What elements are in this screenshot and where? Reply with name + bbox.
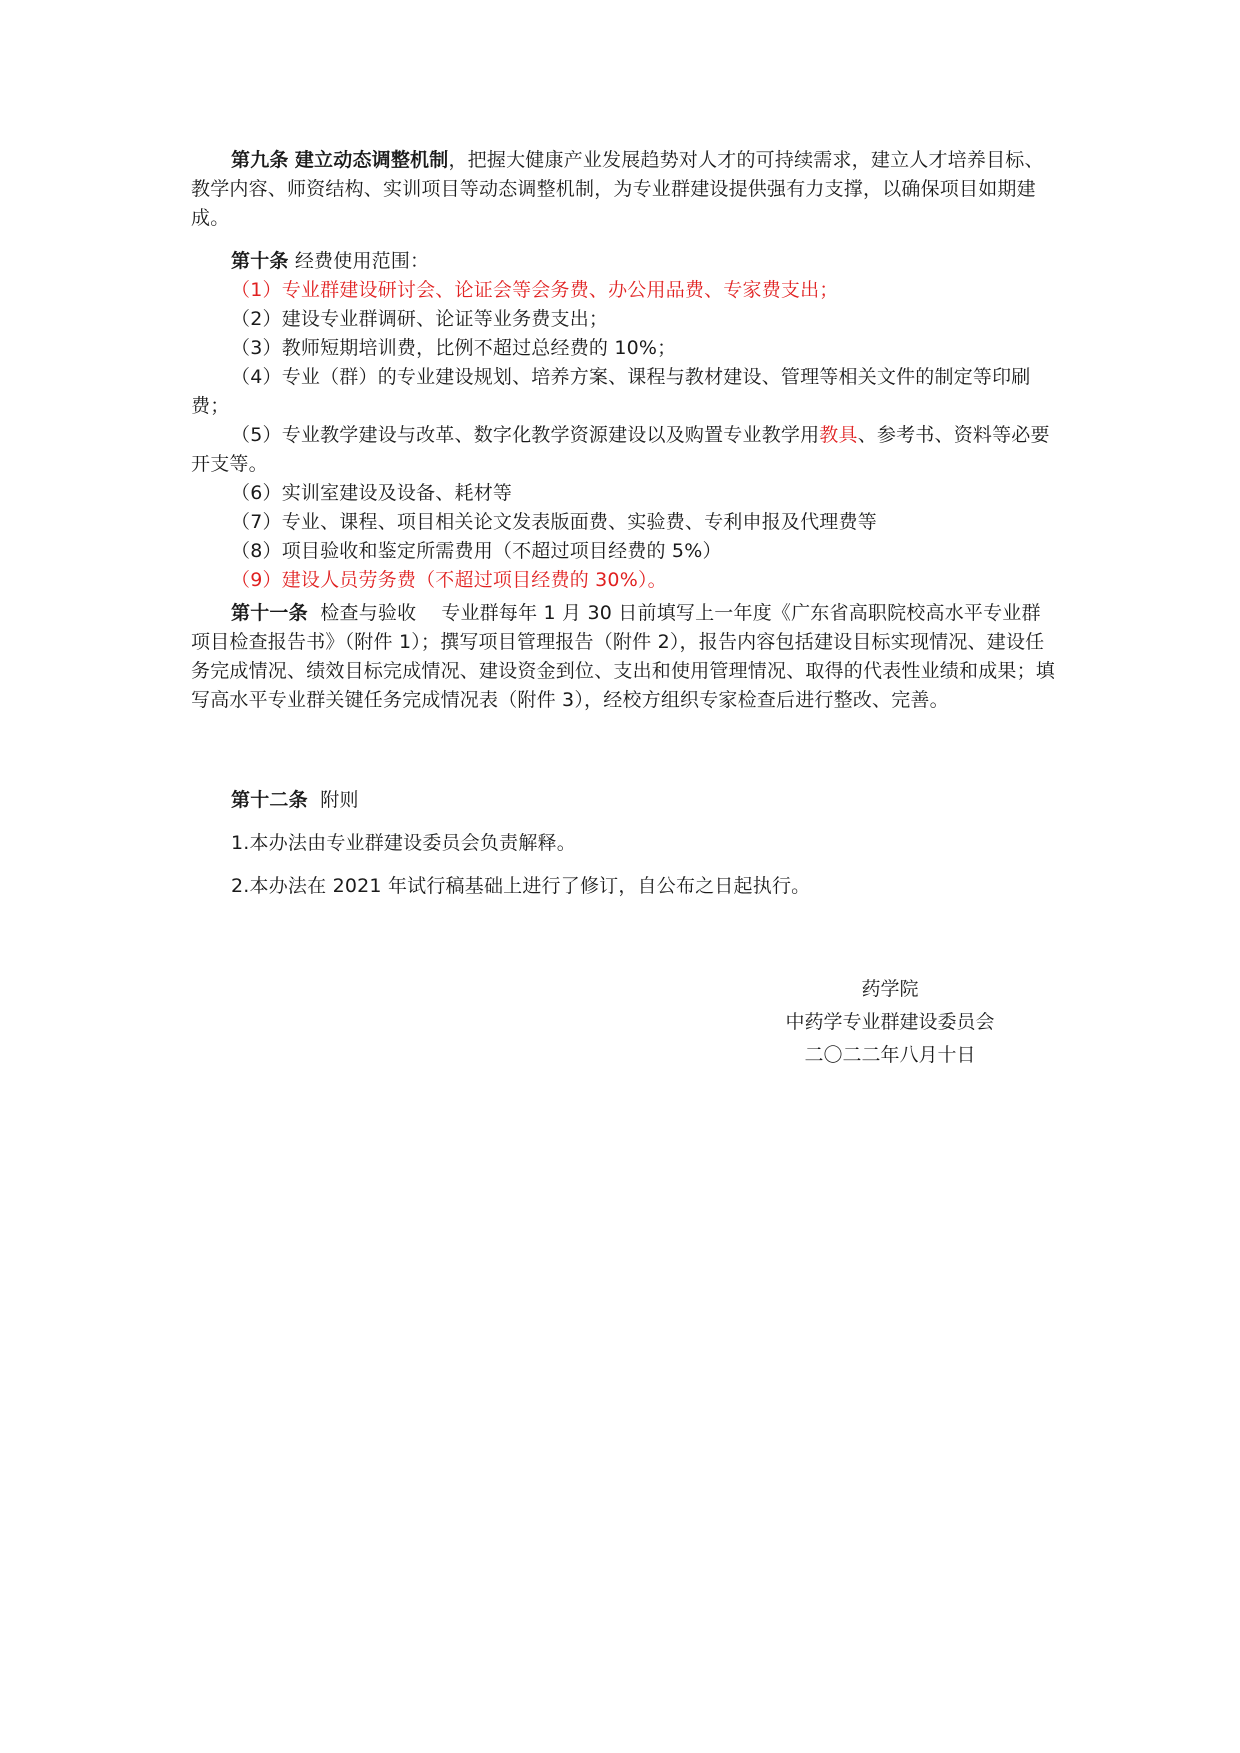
signature-date: 二〇二二年八月十日 (804, 1044, 976, 1066)
article-12-title: 附则 (320, 789, 359, 811)
article-10 (191, 247, 1059, 595)
article-9-number: 第九条 (231, 149, 289, 171)
article-11-number: 第十一条 (231, 602, 308, 624)
signature-org: 药学院 (861, 978, 919, 1000)
article-10-item-8: （8）项目验收和鉴定所需费用（不超过项目经费的 5%） (231, 540, 722, 562)
article-10-item-5-highlight: 教具 (819, 424, 858, 446)
article-9-title: 建立动态调整机制 (294, 149, 449, 171)
article-12-heading (191, 786, 1059, 815)
article-10-item-6: （6）实训室建设及设备、耗材等 (231, 482, 513, 504)
signature-block (740, 973, 1040, 1072)
article-10-item-3: （3）教师短期培训费，比例不超过总经费的 10%； (231, 337, 677, 359)
article-9-paragraph (191, 146, 1059, 233)
article-11 (191, 599, 1059, 715)
article-9 (191, 146, 1059, 233)
article-10-title: 经费使用范围： (294, 250, 430, 272)
article-10-item-5 (191, 421, 1059, 479)
article-11-paragraph (191, 599, 1059, 715)
article-11-title: 检查与验收 (320, 602, 417, 624)
article-12-number: 第十二条 (231, 789, 308, 811)
article-10-heading (191, 247, 1059, 276)
article-10-item-2: （2）建设专业群调研、论证等业务费支出； (231, 308, 609, 330)
article-10-item-5-text-a: （5）专业教学建设与改革、数字化教学资源建设以及购置专业教学用 (231, 424, 820, 446)
article-10-item-5-text-b: 、参考书、资料等必要开支等。 (191, 424, 1050, 475)
article-12-line-1: 1.本办法由专业群建设委员会负责解释。 (231, 832, 576, 854)
article-10-number: 第十条 (231, 250, 289, 272)
article-10-item-7: （7）专业、课程、项目相关论文发表版面费、实验费、专利申报及代理费等 (231, 511, 877, 533)
article-12-line-2-block (191, 872, 1059, 901)
article-9-body: ，把握大健康产业发展趋势对人才的可持续需求，建立人才培养目标、教学内容、师资结构、实训项目等动态调整机制，为专业群建设提供强有力支撑，以确保项目如期建成。 (191, 149, 1044, 229)
signature-committee: 中药学专业群建设委员会 (785, 1011, 995, 1033)
article-10-item-4: （4）专业（群）的专业建设规划、培养方案、课程与教材建设、管理等相关文件的制定等印刷费； (191, 366, 1031, 417)
article-10-item-1: （1）专业群建设研讨会、论证会等会务费、办公用品费、专家费支出； (231, 279, 839, 301)
article-12 (191, 786, 1059, 815)
article-12-line-1-block (191, 829, 1059, 858)
article-12-line-2: 2.本办法在 2021 年试行稿基础上进行了修订，自公布之日起执行。 (231, 875, 811, 897)
article-11-body: 专业群每年 1 月 30 日前填写上一年度《广东省高职院校高水平专业群项目检查报告书》（附件 1）；撰写项目管理报告（附件 2），报告内容包括建设目标实现情况、建设任务完成情况、绩效目标完成情况、建设资金到位、支出和使用管理情况、取得的代表性业绩和成果；填写高水平专业群关键任务完成情况表（附件 3），经校方组织专家检查后进行整改、完善。 (191, 602, 1056, 711)
article-10-item-9: （9）建设人员劳务费（不超过项目经费的 30%）。 (231, 569, 667, 591)
